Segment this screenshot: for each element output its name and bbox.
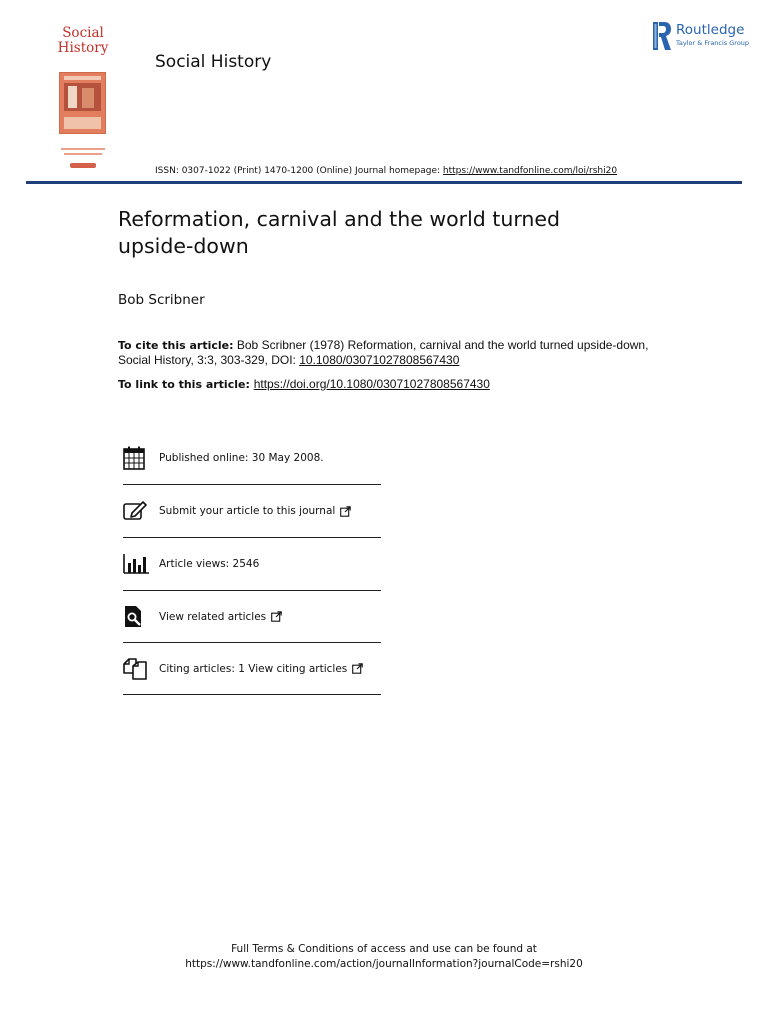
cite-text: Bob Scribner (1978) Reformation, carnival and the world turned upside-down, Social History, 3:3, 303-329, DOI: xyxy=(118,338,649,367)
issn-text: ISSN: 0307-1022 (Print) 1470-1200 (Online) Journal homepage: xyxy=(155,166,443,176)
cover-fine-print xyxy=(64,153,102,155)
cite-label: To cite this article: xyxy=(118,339,234,352)
publisher-subtitle: Taylor & Francis Group xyxy=(676,39,750,47)
citation-block xyxy=(118,338,678,368)
edit-icon xyxy=(123,501,147,521)
external-link-icon xyxy=(271,611,282,622)
external-link-icon xyxy=(340,506,351,517)
terms-text: Full Terms & Conditions of access and use can be found at xyxy=(231,943,537,955)
published-online-row xyxy=(123,432,381,485)
cover-fine-print xyxy=(61,148,105,150)
copy-documents-icon xyxy=(123,658,147,680)
header-divider xyxy=(26,181,742,184)
related-articles-row[interactable] xyxy=(123,591,381,643)
submit-article-link[interactable]: Submit your article to this journal xyxy=(159,505,336,517)
routledge-r-icon xyxy=(653,22,671,50)
article-views-text: Article views: 2546 xyxy=(159,558,260,570)
cover-title-line1: Social xyxy=(62,25,104,41)
routledge-logo[interactable] xyxy=(653,21,748,51)
article-metrics-list xyxy=(123,432,381,695)
doi-link[interactable]: 10.1080/03071027808567430 xyxy=(299,353,460,367)
link-label: To link to this article: xyxy=(118,378,254,391)
article-title: Reformation, carnival and the world turned upside-down xyxy=(118,207,561,258)
publisher-name: Routledge xyxy=(676,22,745,38)
related-articles-link[interactable]: View related articles xyxy=(159,610,267,623)
issn-line xyxy=(155,166,617,176)
published-date-text: Published online: 30 May 2008. xyxy=(159,452,324,464)
external-link-icon xyxy=(352,663,363,674)
citing-articles-link[interactable]: Citing articles: 1 View citing articles xyxy=(159,662,348,675)
terms-url[interactable]: https://www.tandfonline.com/action/journalInformation?journalCode=rshi20 xyxy=(185,958,583,970)
article-doi-url[interactable]: https://doi.org/10.1080/03071027808567430 xyxy=(253,377,490,391)
citing-articles-row[interactable] xyxy=(123,643,381,695)
cover-title xyxy=(55,26,111,56)
search-document-icon xyxy=(123,605,145,629)
journal-homepage-link[interactable]: https://www.tandfonline.com/loi/rshi20 xyxy=(442,166,618,176)
cover-illustration xyxy=(59,72,106,134)
article-author: Bob Scribner xyxy=(118,292,205,308)
calendar-icon xyxy=(123,446,145,470)
bar-chart-icon xyxy=(123,554,149,574)
article-link-line xyxy=(118,377,490,391)
submit-article-row[interactable] xyxy=(123,485,381,538)
terms-footer xyxy=(0,942,768,972)
article-views-row xyxy=(123,538,381,591)
journal-cover-image xyxy=(55,26,111,176)
journal-name: Social History xyxy=(155,52,272,72)
cover-publisher-mark xyxy=(70,163,96,168)
cover-title-line2: History xyxy=(57,40,109,56)
